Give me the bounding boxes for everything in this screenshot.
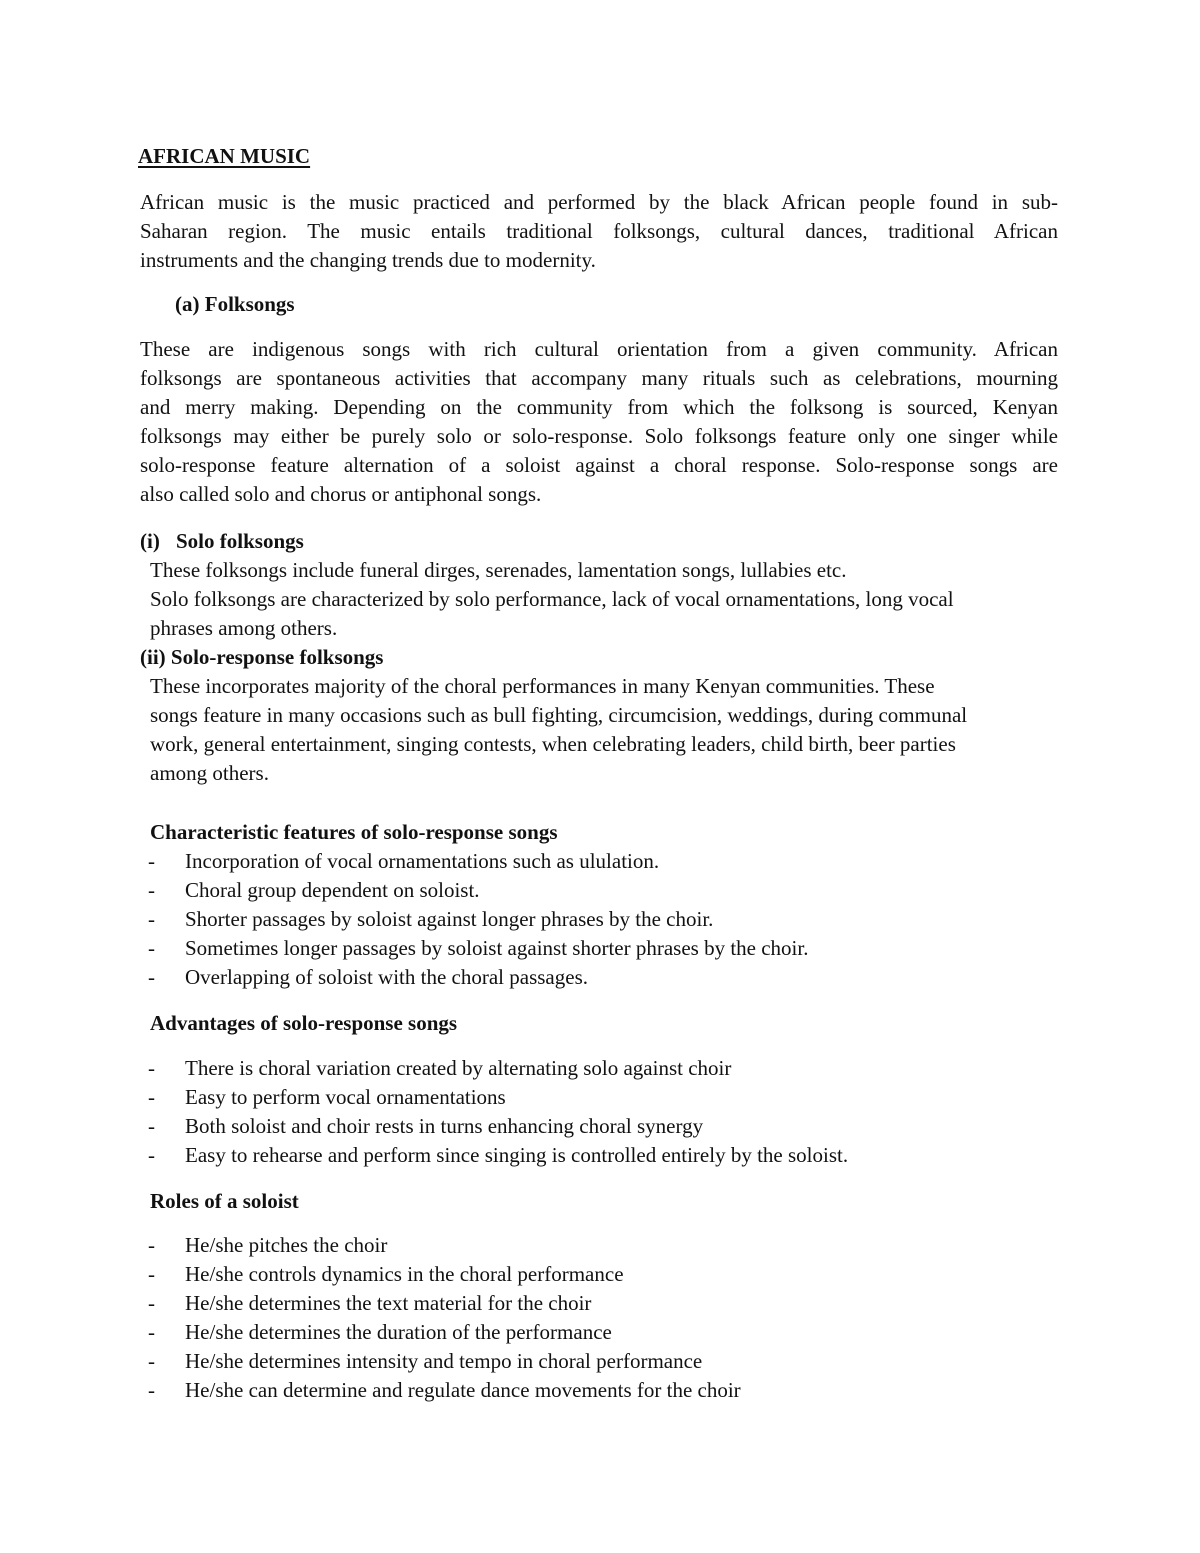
advantages-item: Both soloist and choir rests in turns enhancing choral synergy (185, 1114, 704, 1138)
roles-item: He/she determines the duration of the performance (185, 1320, 612, 1344)
bullet-dash: - (148, 1320, 155, 1344)
folksongs-line: These are indigenous songs with rich cultural orientation from a given community. African (140, 337, 1058, 361)
bullet-dash: - (148, 1056, 155, 1080)
characteristics-item: Choral group dependent on soloist. (185, 878, 480, 902)
solo-response-line: work, general entertainment, singing contests, when celebrating leaders, child birth, beer parties (150, 732, 956, 756)
folksongs-line: and merry making. Depending on the community from which the folksong is sourced, Kenyan (140, 395, 1058, 419)
folksongs-line: folksongs may either be purely solo or solo-response. Solo folksongs feature only one singer while (140, 424, 1058, 448)
bullet-dash: - (148, 1233, 155, 1257)
intro-line: instruments and the changing trends due to modernity. (140, 248, 596, 272)
solo-response-line: among others. (150, 761, 269, 785)
bullet-dash: - (148, 1262, 155, 1286)
roles-item: He/she can determine and regulate dance movements for the choir (185, 1378, 741, 1402)
solo-number: (i) (140, 529, 160, 553)
solo-line: Solo folksongs are characterized by solo performance, lack of vocal ornamentations, long vocal (150, 587, 954, 611)
solo-heading: Solo folksongs (176, 529, 304, 553)
characteristics-heading: Characteristic features of solo-response songs (150, 820, 558, 844)
solo-line: phrases among others. (150, 616, 338, 640)
bullet-dash: - (148, 878, 155, 902)
intro-line: Saharan region. The music entails traditional folksongs, cultural dances, traditional African (140, 219, 1058, 243)
characteristics-item: Overlapping of soloist with the choral passages. (185, 965, 588, 989)
roles-item: He/she controls dynamics in the choral performance (185, 1262, 624, 1286)
roles-item: He/she determines intensity and tempo in choral performance (185, 1349, 703, 1373)
folksongs-line: folksongs are spontaneous activities that accompany many rituals such as celebrations, mourning (140, 366, 1058, 390)
solo-line: These folksongs include funeral dirges, serenades, lamentation songs, lullabies etc. (150, 558, 847, 582)
bullet-dash: - (148, 1085, 155, 1109)
solo-response-heading: (ii) Solo-response folksongs (140, 645, 384, 669)
bullet-dash: - (148, 1114, 155, 1138)
bullet-dash: - (148, 936, 155, 960)
document-title: AFRICAN MUSIC (138, 144, 311, 168)
roles-item: He/she determines the text material for the choir (185, 1291, 592, 1315)
bullet-dash: - (148, 1291, 155, 1315)
folksongs-line: also called solo and chorus or antiphonal songs. (140, 482, 542, 506)
roles-heading: Roles of a soloist (150, 1189, 299, 1213)
advantages-item: Easy to perform vocal ornamentations (185, 1085, 506, 1109)
bullet-dash: - (148, 1349, 155, 1373)
folksongs-line: solo-response feature alternation of a soloist against a choral response. Solo-response songs are (140, 453, 1058, 477)
solo-response-line: These incorporates majority of the choral performances in many Kenyan communities. These (150, 674, 935, 698)
bullet-dash: - (148, 849, 155, 873)
characteristics-item: Incorporation of vocal ornamentations such as ululation. (185, 849, 660, 873)
bullet-dash: - (148, 907, 155, 931)
intro-line: African music is the music practiced and performed by the black African people found in sub- (140, 190, 1058, 214)
solo-response-line: songs feature in many occasions such as bull fighting, circumcision, weddings, during communal (150, 703, 968, 727)
bullet-dash: - (148, 965, 155, 989)
roles-item: He/she pitches the choir (185, 1233, 388, 1257)
bullet-dash: - (148, 1378, 155, 1402)
bullet-dash: - (148, 1143, 155, 1167)
advantages-item: Easy to rehearse and perform since singing is controlled entirely by the soloist. (185, 1143, 849, 1167)
advantages-item: There is choral variation created by alternating solo against choir (185, 1056, 732, 1080)
advantages-heading: Advantages of solo-response songs (150, 1011, 458, 1035)
characteristics-item: Shorter passages by soloist against longer phrases by the choir. (185, 907, 714, 931)
folksongs-heading: (a) Folksongs (175, 292, 295, 316)
characteristics-item: Sometimes longer passages by soloist against shorter phrases by the choir. (185, 936, 809, 960)
